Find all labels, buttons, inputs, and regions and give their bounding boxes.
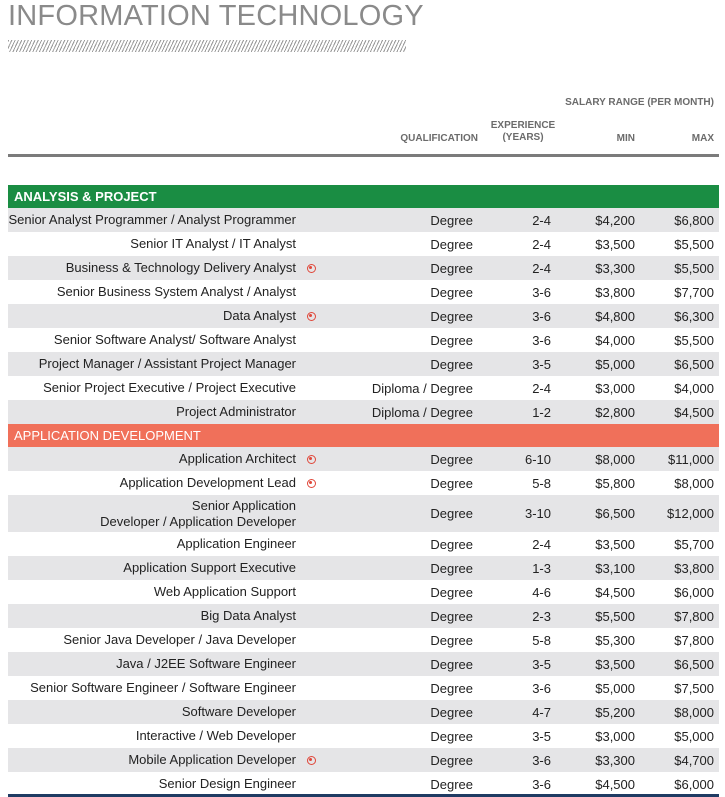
- max-salary-cell: $6,000: [674, 776, 714, 792]
- qualification-cell: Degree: [430, 308, 473, 324]
- marker-cell: [304, 447, 318, 471]
- experience-cell: 3-5: [532, 656, 551, 672]
- job-title: Application Architect: [178, 451, 296, 466]
- qualification-cell: Degree: [430, 212, 473, 228]
- hot-demand-icon: [307, 756, 316, 765]
- experience-header-line1: EXPERIENCE: [490, 120, 556, 131]
- marker-cell: [304, 256, 318, 280]
- table-row: [8, 748, 719, 772]
- job-title: Application Support Executive: [123, 560, 296, 575]
- job-title: Senior Project Executive / Project Executive: [43, 380, 296, 395]
- table-row: [8, 471, 719, 495]
- max-salary-cell: $6,500: [674, 356, 714, 372]
- job-title: [8, 495, 296, 532]
- table-row: [8, 208, 719, 232]
- job-title: Data Analyst: [223, 308, 296, 323]
- min-salary-cell: $5,000: [595, 356, 635, 372]
- experience-cell: 3-10: [524, 506, 551, 521]
- max-salary-cell: $3,800: [674, 560, 714, 576]
- max-header: MAX: [691, 133, 714, 144]
- job-title: Project Manager / Assistant Project Manager: [38, 356, 296, 371]
- job-title: Senior Software Analyst/ Software Analyst: [53, 332, 296, 347]
- experience-cell: 2-4: [532, 380, 551, 396]
- table-row: [8, 400, 719, 424]
- experience-cell: 2-4: [532, 212, 551, 228]
- qualification-cell: Degree: [430, 536, 473, 552]
- experience-cell: 3-6: [532, 752, 551, 768]
- max-salary-cell: $6,500: [674, 656, 714, 672]
- min-salary-cell: $5,300: [595, 632, 635, 648]
- marker-cell: [304, 304, 318, 328]
- min-salary-cell: $8,000: [595, 451, 635, 467]
- table-row: [8, 628, 719, 652]
- min-salary-cell: $3,100: [595, 560, 635, 576]
- hot-demand-icon: [307, 312, 316, 321]
- min-salary-cell: $5,200: [595, 704, 635, 720]
- table-row: [8, 232, 719, 256]
- max-salary-cell: $5,500: [674, 236, 714, 252]
- section-header: ANALYSIS & PROJECT: [8, 185, 719, 208]
- max-salary-cell: $5,700: [674, 536, 714, 552]
- table-row: [8, 772, 719, 796]
- marker-cell: [304, 748, 318, 772]
- min-salary-cell: $4,200: [595, 212, 635, 228]
- qualification-cell: Degree: [430, 260, 473, 276]
- qualification-cell: Degree: [430, 475, 473, 491]
- max-salary-cell: $4,000: [674, 380, 714, 396]
- min-salary-cell: $3,500: [595, 536, 635, 552]
- job-title-line: Developer / Application Developer: [100, 513, 296, 529]
- table-row: [8, 532, 719, 556]
- experience-cell: 3-5: [532, 356, 551, 372]
- max-salary-cell: $4,500: [674, 404, 714, 420]
- table-row: [8, 700, 719, 724]
- experience-cell: 3-6: [532, 308, 551, 324]
- experience-cell: 4-6: [532, 584, 551, 600]
- job-title-line: Senior Application: [191, 497, 296, 513]
- table-row: [8, 376, 719, 400]
- page-title: INFORMATION TECHNOLOGY: [8, 0, 424, 32]
- max-salary-cell: $4,700: [674, 752, 714, 768]
- job-title: Project Administrator: [176, 404, 296, 419]
- experience-cell: 1-3: [532, 560, 551, 576]
- min-salary-cell: $2,800: [595, 404, 635, 420]
- experience-cell: 2-3: [532, 608, 551, 624]
- job-title: Senior Design Engineer: [158, 776, 296, 791]
- table-row: [8, 580, 719, 604]
- table-row: [8, 352, 719, 376]
- title-hatch-divider: [8, 40, 406, 52]
- qualification-cell: Degree: [430, 632, 473, 648]
- qualification-header: QUALIFICATION: [400, 133, 478, 144]
- table-row: [8, 652, 719, 676]
- min-salary-cell: $6,500: [595, 506, 635, 521]
- min-salary-cell: $3,000: [595, 728, 635, 744]
- salary-range-header: SALARY RANGE (PER MONTH): [565, 97, 714, 108]
- qualification-cell: Degree: [430, 506, 473, 521]
- max-salary-cell: $6,000: [674, 584, 714, 600]
- max-salary-cell: $8,000: [674, 475, 714, 491]
- table-row: [8, 676, 719, 700]
- table-row: [8, 447, 719, 471]
- job-title: Senior Software Engineer / Software Engineer: [30, 680, 296, 695]
- experience-cell: 5-8: [532, 475, 551, 491]
- experience-cell: 4-7: [532, 704, 551, 720]
- job-title: Big Data Analyst: [200, 608, 296, 623]
- job-title: Java / J2EE Software Engineer: [116, 656, 296, 671]
- max-salary-cell: $6,300: [674, 308, 714, 324]
- max-salary-cell: $6,800: [674, 212, 714, 228]
- experience-cell: 1-2: [532, 404, 551, 420]
- experience-cell: 2-4: [532, 260, 551, 276]
- min-salary-cell: $3,300: [595, 260, 635, 276]
- min-salary-cell: $4,500: [595, 776, 635, 792]
- min-salary-cell: $5,000: [595, 680, 635, 696]
- job-title: Software Developer: [181, 704, 296, 719]
- experience-cell: 5-8: [532, 632, 551, 648]
- min-salary-cell: $3,000: [595, 380, 635, 396]
- min-salary-cell: $5,800: [595, 475, 635, 491]
- table-row: [8, 495, 719, 532]
- qualification-cell: Degree: [430, 776, 473, 792]
- max-salary-cell: $11,000: [667, 451, 714, 467]
- hot-demand-icon: [307, 455, 316, 464]
- min-header: MIN: [616, 133, 635, 144]
- qualification-cell: Diploma / Degree: [371, 404, 473, 420]
- job-title: Mobile Application Developer: [128, 752, 296, 767]
- qualification-cell: Degree: [430, 656, 473, 672]
- experience-cell: 3-6: [532, 284, 551, 300]
- qualification-cell: Diploma / Degree: [371, 380, 473, 396]
- experience-cell: 2-4: [532, 236, 551, 252]
- min-salary-cell: $3,800: [595, 284, 635, 300]
- qualification-cell: Degree: [430, 560, 473, 576]
- experience-cell: 6-10: [524, 451, 551, 467]
- max-salary-cell: $5,000: [674, 728, 714, 744]
- experience-cell: 3-6: [532, 680, 551, 696]
- job-title: Application Development Lead: [119, 475, 296, 490]
- experience-cell: 3-6: [532, 776, 551, 792]
- max-salary-cell: $7,700: [674, 284, 714, 300]
- table-row: [8, 724, 719, 748]
- job-title-lines: [100, 498, 296, 530]
- hot-demand-icon: [307, 479, 316, 488]
- qualification-cell: Degree: [430, 680, 473, 696]
- qualification-cell: Degree: [430, 608, 473, 624]
- job-title: Interactive / Web Developer: [135, 728, 296, 743]
- marker-cell: [304, 471, 318, 495]
- max-salary-cell: $12,000: [667, 506, 714, 521]
- qualification-cell: Degree: [430, 356, 473, 372]
- min-salary-cell: $4,800: [595, 308, 635, 324]
- qualification-cell: Degree: [430, 332, 473, 348]
- qualification-cell: Degree: [430, 752, 473, 768]
- section-header: APPLICATION DEVELOPMENT: [8, 424, 719, 447]
- max-salary-cell: $8,000: [674, 704, 714, 720]
- salary-table: [8, 185, 719, 796]
- min-salary-cell: $5,500: [595, 608, 635, 624]
- experience-cell: 3-6: [532, 332, 551, 348]
- table-row: [8, 604, 719, 628]
- min-salary-cell: $3,300: [595, 752, 635, 768]
- job-title: Senior Java Developer / Java Developer: [63, 632, 296, 647]
- qualification-cell: Degree: [430, 728, 473, 744]
- job-title: Senior IT Analyst / IT Analyst: [130, 236, 296, 251]
- job-title: Application Engineer: [176, 536, 296, 551]
- qualification-cell: Degree: [430, 584, 473, 600]
- table-row: [8, 256, 719, 280]
- header-rule: [8, 154, 719, 157]
- table-row: [8, 304, 719, 328]
- qualification-cell: Degree: [430, 451, 473, 467]
- max-salary-cell: $5,500: [674, 260, 714, 276]
- table-row: [8, 328, 719, 352]
- qualification-cell: Degree: [430, 236, 473, 252]
- job-title: Web Application Support: [153, 584, 296, 599]
- hot-demand-icon: [307, 264, 316, 273]
- max-salary-cell: $5,500: [674, 332, 714, 348]
- experience-cell: 2-4: [532, 536, 551, 552]
- table-row: [8, 556, 719, 580]
- job-title: Senior Analyst Programmer / Analyst Programmer: [8, 212, 296, 227]
- max-salary-cell: $7,800: [674, 632, 714, 648]
- qualification-cell: Degree: [430, 284, 473, 300]
- min-salary-cell: $4,000: [595, 332, 635, 348]
- experience-cell: 3-5: [532, 728, 551, 744]
- experience-header: [488, 120, 558, 144]
- min-salary-cell: $3,500: [595, 236, 635, 252]
- experience-header-line2: (YEARS): [502, 132, 544, 143]
- job-title: Business & Technology Delivery Analyst: [65, 260, 296, 275]
- max-salary-cell: $7,800: [674, 608, 714, 624]
- max-salary-cell: $7,500: [674, 680, 714, 696]
- table-row: [8, 280, 719, 304]
- min-salary-cell: $3,500: [595, 656, 635, 672]
- min-salary-cell: $4,500: [595, 584, 635, 600]
- job-title: Senior Business System Analyst / Analyst: [56, 284, 296, 299]
- qualification-cell: Degree: [430, 704, 473, 720]
